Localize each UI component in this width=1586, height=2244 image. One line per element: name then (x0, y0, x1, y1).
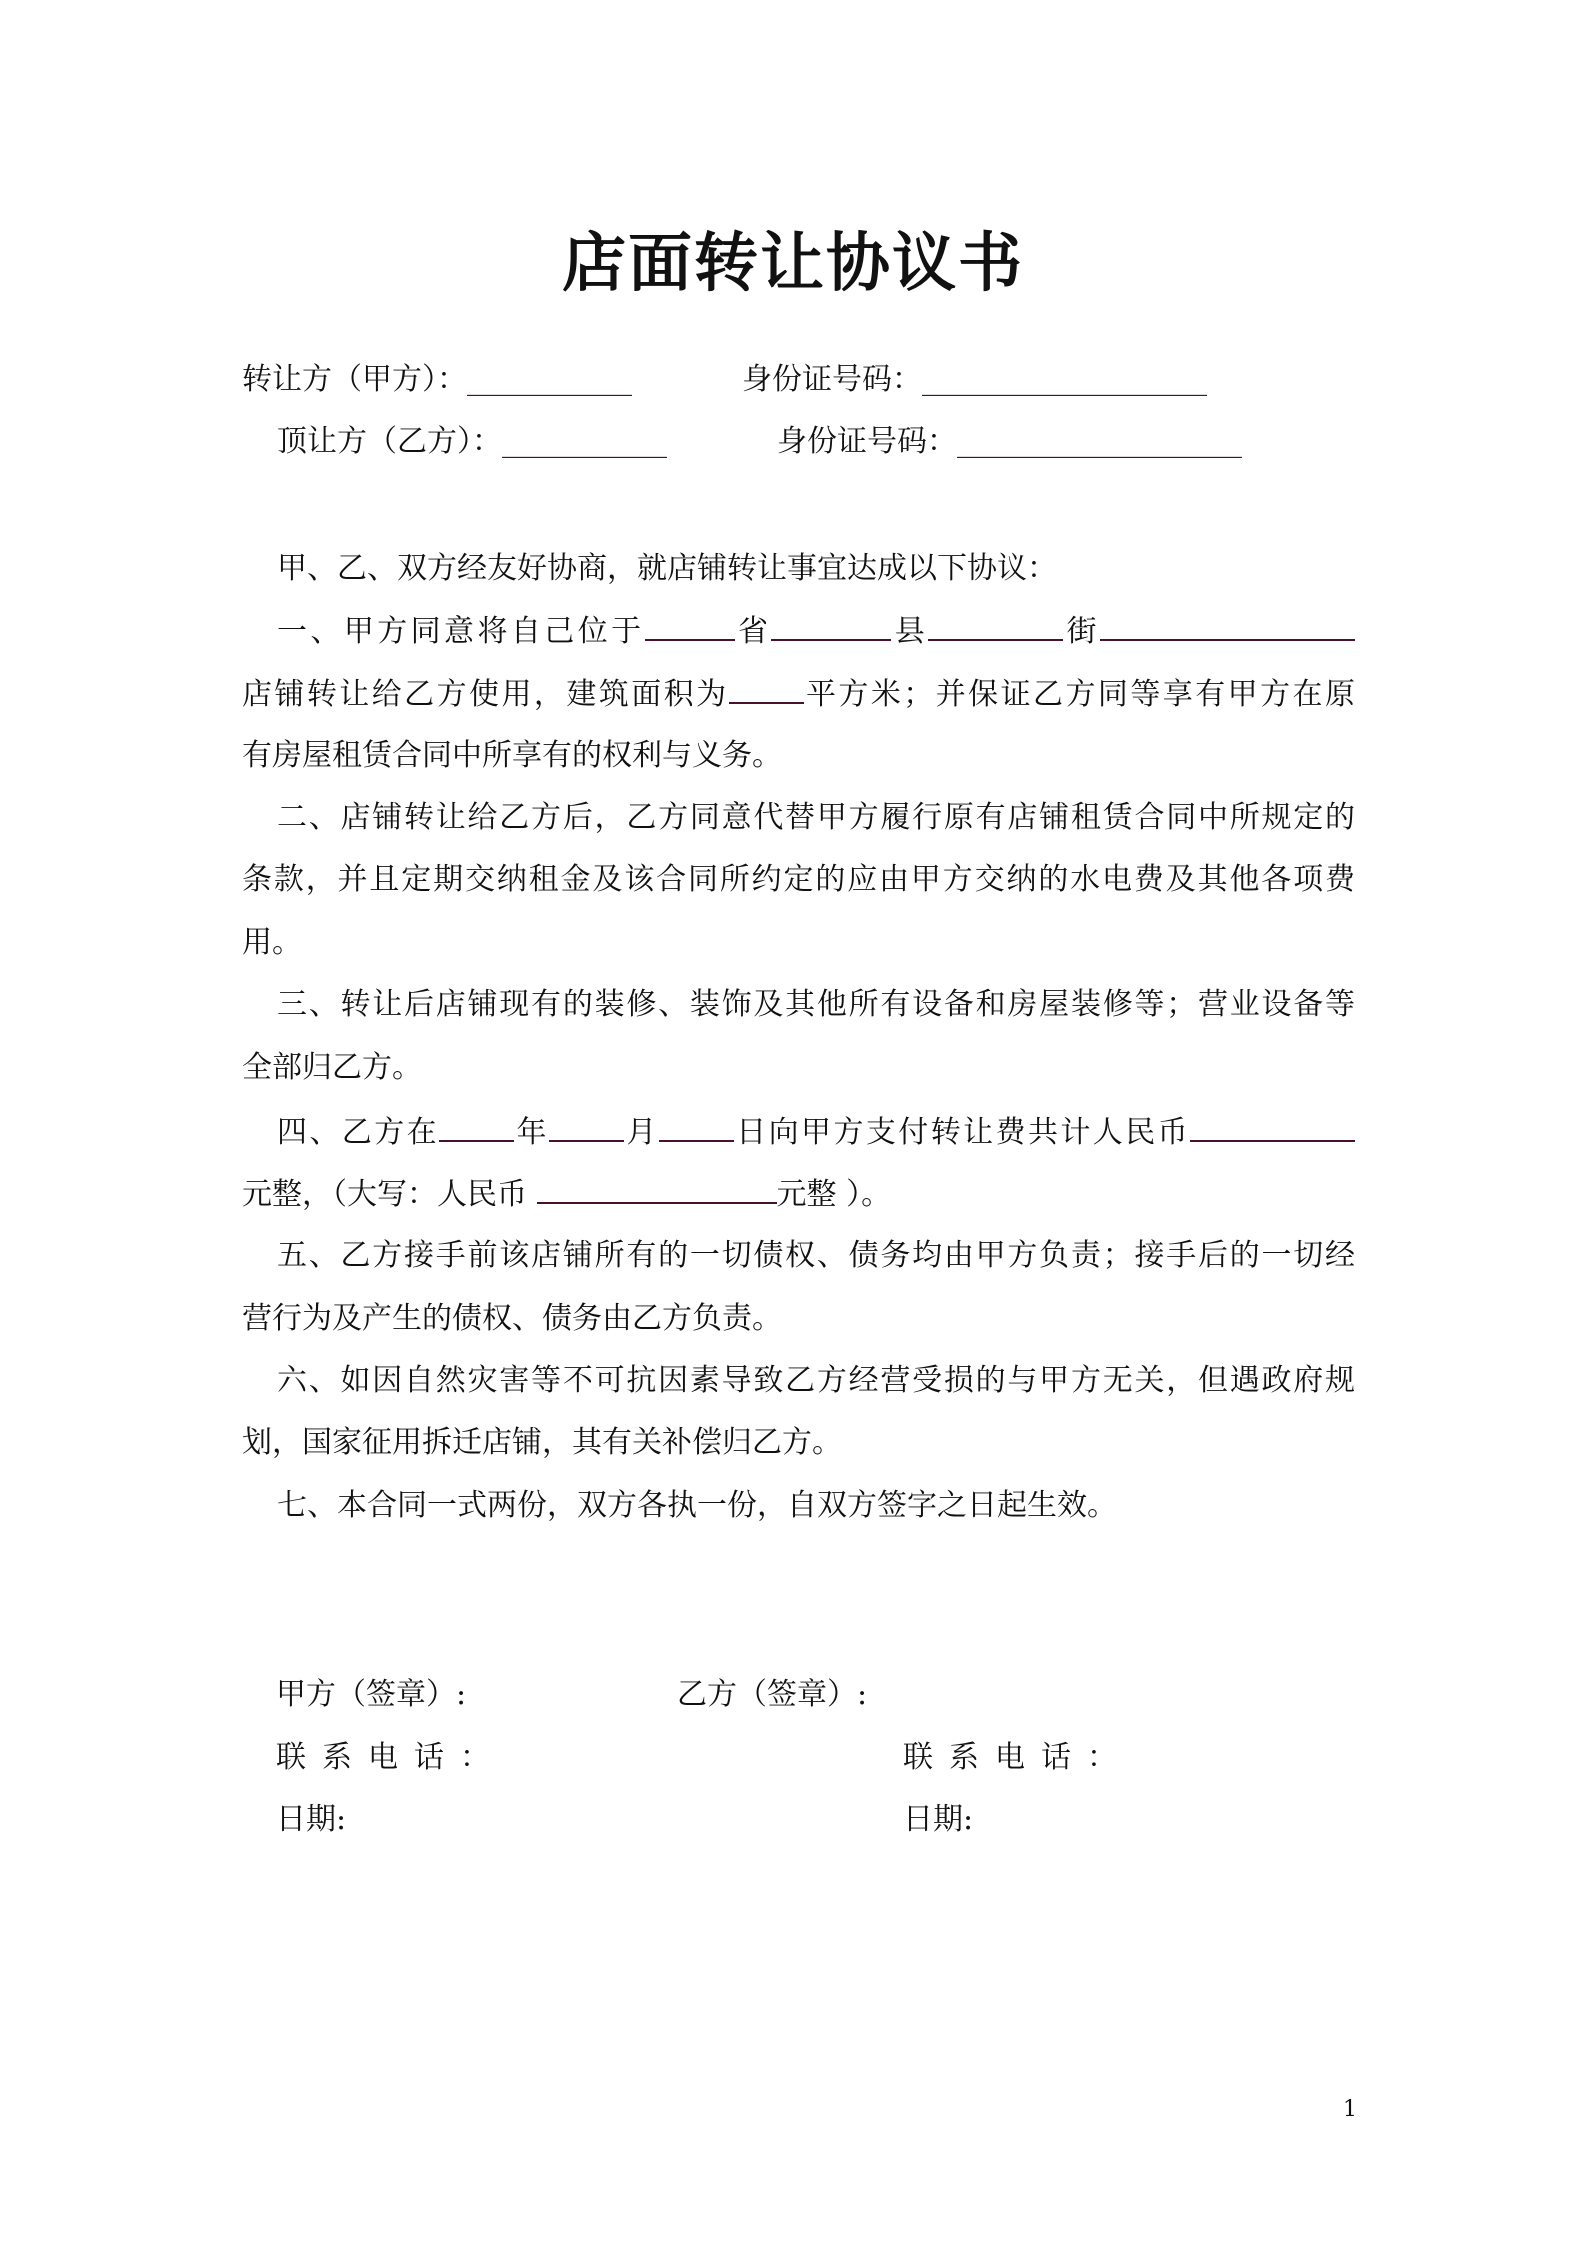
party-a-name-blank[interactable]: ___________ (467, 362, 632, 397)
body-line (242, 1174, 1355, 1215)
text-segment: 七、本合同一式两份，双方各执一份，自双方签字之日起生效。 (277, 1488, 1117, 1523)
party-a-id-blank[interactable]: ___________________ (922, 362, 1207, 397)
body-line (277, 1112, 1355, 1153)
text-segment: 营行为及产生的债权、债务由乙方负责。 (242, 1301, 782, 1336)
text-segment: 三、转让后店铺现有的装修、装饰及其他所有设备和房屋装修等；营业设备等 (277, 987, 1355, 1022)
body-line (277, 985, 1355, 1025)
text-segment: 年 (514, 1115, 549, 1150)
text-segment: 日向甲方支付转让费共计人民币 (733, 1115, 1191, 1150)
text-segment: 月 (623, 1115, 659, 1150)
fill-in-blank[interactable] (1100, 611, 1355, 641)
party-b-date-label: 日期: (903, 1802, 974, 1837)
party-a-name-field (242, 360, 632, 400)
text-segment: 甲、乙、双方经友好协商，就店铺转让事宜达成以下协议： (277, 551, 1057, 586)
body-line (242, 860, 1355, 900)
fill-in-blank[interactable] (645, 611, 735, 641)
fill-in-blank[interactable] (537, 1174, 777, 1204)
body-line (242, 736, 1355, 776)
party-a-label: 转让方（甲方）： (242, 362, 467, 397)
text-segment: 四、乙方在 (277, 1115, 440, 1150)
document-title: 店面转让协议书 (562, 226, 1024, 301)
text-segment: 五、乙方接手前该店铺所有的一切债权、债务均由甲方负责；接手后的一切经 (277, 1238, 1355, 1273)
text-segment: 元整，（大写：人民币 (242, 1177, 537, 1212)
text-segment: 元整 ）。 (776, 1177, 892, 1212)
body-line (242, 1423, 1355, 1463)
body-line (277, 611, 1355, 652)
party-a-phone-label: 联系电话： (276, 1740, 506, 1775)
body-line (242, 674, 1355, 715)
fill-in-blank[interactable] (729, 674, 804, 704)
text-segment: 县 (891, 614, 929, 649)
party-a-date-label: 日期: (276, 1802, 347, 1837)
party-a-signature-label: 甲方（签章）: (276, 1677, 467, 1712)
body-line (242, 923, 1355, 963)
party-a-id-field (742, 360, 1207, 400)
party-b-name-field (277, 422, 667, 462)
fill-in-blank[interactable] (659, 1112, 734, 1142)
party-b-signature-label: 乙方（签章）: (677, 1677, 868, 1712)
fill-in-blank[interactable] (771, 611, 891, 641)
text-segment: 平方米；并保证乙方同等享有甲方在原 (803, 677, 1355, 712)
fill-in-blank[interactable] (439, 1112, 514, 1142)
text-segment: 有房屋租赁合同中所享有的权利与义务。 (242, 738, 782, 773)
text-segment: 一、甲方同意将自己位于 (277, 614, 645, 649)
party-b-name-blank[interactable]: ___________ (502, 424, 667, 459)
body-line (277, 1486, 1355, 1526)
text-segment: 条款，并且定期交纳租金及该合同所约定的应由甲方交纳的水电费及其他各项费 (242, 862, 1355, 897)
text-segment: 全部归乙方。 (242, 1050, 422, 1085)
text-segment: 省 (734, 614, 772, 649)
party-b-phone-label: 联系电话： (903, 1740, 1133, 1775)
party-b-id-label: 身份证号码： (777, 424, 957, 459)
text-segment: 用。 (242, 925, 302, 960)
fill-in-blank[interactable] (928, 611, 1063, 641)
body-line (242, 1048, 1355, 1088)
fill-in-blank[interactable] (1190, 1112, 1355, 1142)
body-line (277, 1361, 1355, 1401)
text-segment: 店铺转让给乙方使用，建筑面积为 (242, 677, 729, 712)
party-b-id-blank[interactable]: ___________________ (957, 424, 1242, 459)
body-line (277, 549, 1355, 589)
party-b-id-field (777, 422, 1242, 462)
party-b-label: 顶让方（乙方）： (277, 424, 502, 459)
text-segment: 街 (1063, 614, 1101, 649)
party-a-id-label: 身份证号码： (742, 362, 922, 397)
body-line (277, 1236, 1355, 1276)
text-segment: 划，国家征用拆迁店铺，其有关补偿归乙方。 (242, 1425, 842, 1460)
body-line (242, 1299, 1355, 1339)
page-number: 1 (1343, 2097, 1357, 2122)
body-line (277, 798, 1355, 838)
text-segment: 六、如因自然灾害等不可抗因素导致乙方经营受损的与甲方无关，但遇政府规 (277, 1363, 1355, 1398)
text-segment: 二、店铺转让给乙方后，乙方同意代替甲方履行原有店铺租赁合同中所规定的 (277, 800, 1355, 835)
fill-in-blank[interactable] (549, 1112, 624, 1142)
